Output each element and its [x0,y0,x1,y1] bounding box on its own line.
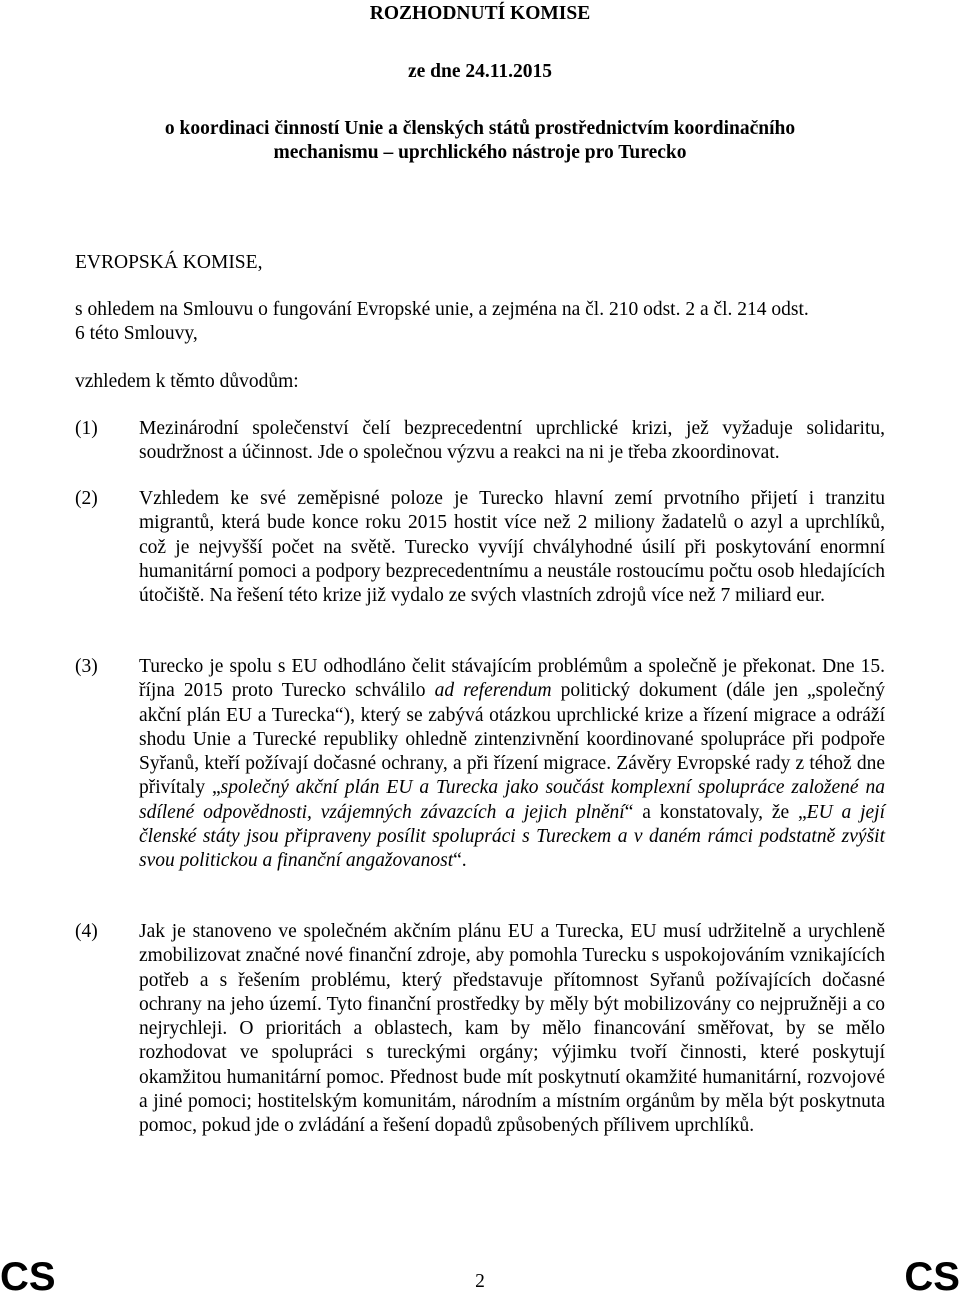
recital-text: Turecko je spolu s EU odhodláno čelit stávajícím problémům a společně je překonat. Dne 15. října 2015 proto Turecko schválilo ad referendum politický dokument (dále jen „společný akční plán EU a Turecka“), který se zabývá otázkou uprchlické krize a řízení migrace a odráží shodu Unie a Turecké republiky ohledně zintenzivnění koordinované spolupráce při podpoře Syřanů, kteří požívají dočasné ochrany, a při řízení migrace. Závěry Evropské rady z téhož dne přivítaly „společný akční plán EU a Turecka jako součást komplexní spolupráce založené na sdílené odpovědnosti, vzájemných závazcích a jejich plnění“ a konstatovaly, že „EU a její členské státy jsou připraveny posílit spolupráci s Tureckem a v daném rámci podstatně zvýšit svou politickou a finanční angažovanost“. [139,656,885,872]
commission-heading: EVROPSKÁ KOMISE, [75,252,263,273]
recital-text: Vzhledem ke své zeměpisné poloze je Turecko hlavní zemí prvotního přijetí i tranzitu migrantů, která bude konce roku 2015 hostit více než 2 miliony žadatelů o azyl a uprchlíků, což je nejvyšší počet na světě. Turecko vyvíjí chvályhodné úsilí při poskytování enormní humanitární pomoci a podpory bezprecedentnímu a neustále rostoucímu počtu osob hledajících útočiště. Na řešení této krize již vydalo ze svých vlastních zdrojů více než 7 miliard eur. [139,488,885,607]
document-title: ROZHODNUTÍ KOMISE [369,3,591,24]
recital-text: Mezinárodní společenství čelí bezprecedentní uprchlické krizi, jež vyžaduje solidaritu, soudržnost a účinnost. Jde o společnou výzvu a reakci na ni je třeba zkoordinovat. [139,418,885,464]
italic-quote: EU a její členské státy jsou připraveny posílit spolupráci s Tureckem a v daném rámci podstatně zvýšit svou politickou a finanční angažovanost [139,801,885,872]
document-subject-line-1: o koordinaci činností Unie a členských států prostřednictvím koordinačního [164,118,796,139]
italic-quote: společný akční plán EU a Turecka jako součást komplexní spolupráce založené na sdílené odpovědnosti, vzájemných závazcích a jejich plnění [139,777,885,823]
document-date: ze dne 24.11.2015 [407,61,553,82]
recital-text: Jak je stanoveno ve společném akčním plánu EU a Turecka, EU musí udržitelně a urychleně zmobilizovat značné nové finanční zdroje, aby pomohla Turecku s uspokojováním vznikajících potřeb a s řešením problému, který představuje přítomnost Syřanů požívajících dočasné ochrany na jeho území. Tyto finanční prostředky by měly být mobilizovány co nejpružněji a co nejrychleji. O prioritách a oblastech, kam by mělo financování směřovat, by se mělo rozhodovat ve spolupráci s tureckými orgány; výjimku tvoří činnosti, které poskytují okamžitou humanitární pomoc. Přednost bude mít poskytnutí okamžité humanitární, rozvojové a jiné pomoci; hostitelským komunitám, národním a místním orgánům by měla být poskytnuta pomoc, pokud jde o zvládání a řešení dopadů způsobených přílivem uprchlíků. [139,921,885,1137]
recital-3 [75,655,885,874]
recital-number: (1) [75,418,98,439]
italic-term: ad referendum [434,680,552,702]
legal-basis-line-1: s ohledem na Smlouvu o fungování Evropské unie, a zejména na čl. 210 odst. 2 a čl. 214 odst. [75,299,809,320]
page-number: 2 [475,1271,485,1292]
document-subject-line-2: mechanismu – uprchlického nástroje pro Turecko [273,142,687,163]
footer-language-left: CS [0,1255,56,1299]
recital-2 [75,487,885,608]
whereas-intro: vzhledem k těmto důvodům: [75,371,299,392]
legal-basis-line-2: 6 této Smlouvy, [75,323,198,344]
recital-1 [75,417,885,466]
recital-4 [75,920,885,1139]
recital-number: (2) [75,488,98,509]
recital-number: (4) [75,921,98,942]
recital-number: (3) [75,656,98,677]
footer-language-right: CS [904,1255,960,1299]
